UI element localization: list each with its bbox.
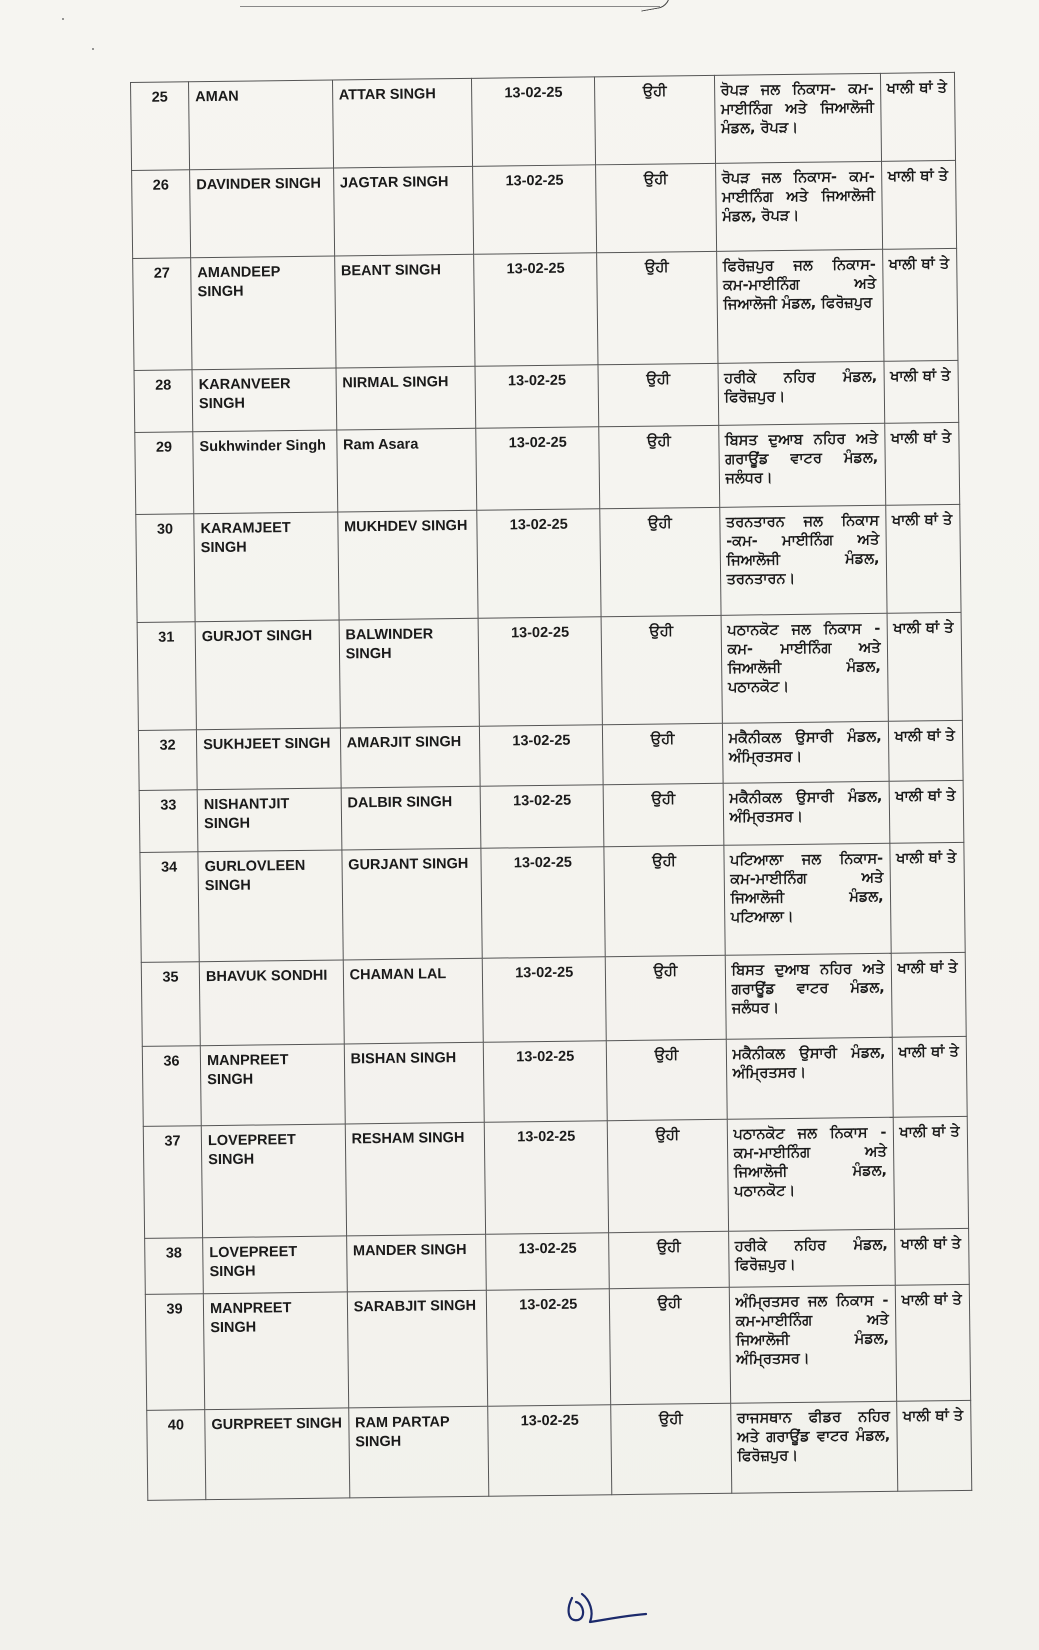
scan-speck [92, 48, 94, 50]
employee-name: GURLOVLEEN SINGH [198, 850, 343, 962]
order-date: 13-02-25 [477, 509, 602, 618]
vacancy-remark: ਖਾਲੀ ਥਾਂ ਤੇ [893, 1116, 969, 1229]
posting-office: ਮਕੈਨੀਕਲ ਉਸਾਰੀ ਮੰਡਲ, ਅੰਮ੍ਰਿਤਸਰ। [723, 781, 890, 845]
same-as-above: ਉਹੀ [606, 955, 726, 1040]
vacancy-remark: ਖਾਲੀ ਥਾਂ ਤੇ [884, 422, 959, 505]
serial-number: 40 [147, 1410, 206, 1501]
father-name: CHAMAN LAL [343, 958, 484, 1044]
vacancy-remark: ਖਾਲੀ ਥਾਂ ਤੇ [894, 1228, 969, 1285]
posting-office: ਤਰਨਤਾਰਨ ਜਲ ਨਿਕਾਸ -ਕਮ- ਮਾਈਨਿੰਗ ਅਤੇ ਜਿਆਲੋਜੀ ਮੰਡਲ, ਤਰਨਤਾਰਨ। [719, 505, 886, 615]
order-date: 13-02-25 [480, 725, 604, 787]
order-date: 13-02-25 [472, 77, 596, 166]
posting-office: ਰੋਪੜ ਜਲ ਨਿਕਾਸ- ਕਮ- ਮਾਈਨਿੰਗ ਅਤੇ ਜਿਆਲੋਜੀ ਮੰਡਲ, ਰੋਪੜ। [715, 161, 882, 251]
father-name: DALBIR SINGH [341, 786, 481, 850]
table-row [138, 720, 963, 790]
serial-number: 38 [145, 1238, 204, 1295]
posting-office: ਹਰੀਕੇ ਨਹਿਰ ਮੰਡਲ, ਫਿਰੋਜ਼ਪੁਰ। [718, 361, 885, 425]
same-as-above: ਉਹੀ [601, 615, 721, 724]
serial-number: 39 [145, 1294, 204, 1411]
serial-number: 33 [139, 790, 198, 853]
table-row [131, 72, 956, 170]
order-date: 13-02-25 [473, 165, 597, 254]
table-row [132, 160, 957, 258]
father-name: NIRMAL SINGH [336, 366, 476, 430]
serial-number: 28 [134, 370, 193, 433]
order-date: 13-02-25 [475, 365, 599, 429]
table-row [145, 1228, 970, 1294]
father-name: MUKHDEV SINGH [337, 510, 478, 620]
same-as-above: ਉਹੀ [600, 507, 720, 616]
employee-name: DAVINDER SINGH [190, 168, 335, 258]
order-date: 13-02-25 [474, 253, 599, 366]
table-row [147, 1400, 972, 1500]
employee-name: GURPREET SINGH [205, 1408, 350, 1500]
table-row [141, 952, 966, 1046]
serial-number: 32 [138, 730, 197, 791]
vacancy-remark: ਖਾਲੀ ਥਾਂ ਤੇ [880, 72, 955, 161]
serial-number: 35 [141, 962, 200, 1047]
vacancy-remark: ਖਾਲੀ ਥਾਂ ਤੇ [889, 842, 965, 953]
same-as-above: ਉਹੀ [595, 75, 715, 164]
serial-number: 37 [143, 1126, 202, 1239]
same-as-above: ਉਹੀ [607, 1039, 727, 1120]
father-name: AMARJIT SINGH [340, 726, 480, 788]
posting-office: ਹਰੀਕੇ ਨਹਿਰ ਮੰਡਲ, ਫਿਰੋਜ਼ਪੁਰ। [728, 1229, 895, 1287]
father-name: BALWINDER SINGH [339, 618, 480, 728]
vacancy-remark: ਖਾਲੀ ਥਾਂ ਤੇ [888, 720, 963, 781]
vacancy-remark: ਖਾਲੀ ਥਾਂ ਤੇ [887, 612, 963, 721]
order-date: 13-02-25 [481, 847, 606, 958]
same-as-above: ਉਹੀ [611, 1403, 731, 1494]
table-row [143, 1116, 968, 1238]
serial-number: 31 [137, 622, 196, 731]
vacancy-remark: ਖਾਲੀ ਥਾਂ ਤੇ [889, 780, 964, 843]
table-row [137, 612, 962, 730]
table-row [145, 1284, 970, 1410]
order-date: 13-02-25 [484, 1121, 609, 1234]
employee-name: MANPREET SINGH [203, 1292, 348, 1410]
same-as-above: ਉਹੀ [610, 1287, 731, 1404]
vacancy-remark: ਖਾਲੀ ਥਾਂ ਤੇ [892, 1036, 967, 1117]
posting-office: ਪਠਾਨਕੋਟ ਜਲ ਨਿਕਾਸ - ਕਮ-ਮਾਈਨਿੰਗ ਅਤੇ ਜਿਆਲੋਜੀ ਮੰਡਲ, ਪਠਾਨਕੋਟ। [727, 1117, 894, 1231]
same-as-above: ਉਹੀ [596, 163, 716, 252]
father-name: RAM PARTAP SINGH [348, 1406, 489, 1498]
posting-office: ਪਟਿਆਲਾ ਜਲ ਨਿਕਾਸ- ਕਮ-ਮਾਈਨਿੰਗ ਅਤੇ ਜਿਆਲੋਜੀ ਮੰਡਲ, ਪਟਿਆਲਾ। [723, 843, 890, 955]
father-name: ATTAR SINGH [332, 78, 473, 168]
posting-office: ਅੰਮ੍ਰਿਤਸਰ ਜਲ ਨਿਕਾਸ - ਕਮ-ਮਾਈਨਿੰਗ ਅਤੇ ਜਿਆਲੋਜੀ ਮੰਡਲ, ਅੰਮ੍ਰਿਤਸਰ। [729, 1285, 896, 1403]
table-row [142, 1036, 967, 1126]
employee-name: AMANDEEP SINGH [191, 256, 336, 370]
order-date: 13-02-25 [483, 1041, 607, 1122]
father-name: MANDER SINGH [346, 1234, 486, 1292]
serial-number: 25 [131, 82, 190, 171]
same-as-above: ਉਹੀ [599, 425, 719, 508]
posting-office: ਪਠਾਨਕੋਟ ਜਲ ਨਿਕਾਸ - ਕਮ- ਮਾਈਨਿੰਗ ਅਤੇ ਜਿਆਲੋਜੀ ਮੰਡਲ, ਪਠਾਨਕੋਟ। [721, 613, 888, 723]
posting-office: ਮਕੈਨੀਕਲ ਉਸਾਰੀ ਮੰਡਲ, ਅੰਮ੍ਰਿਤਸਰ। [726, 1037, 893, 1119]
vacancy-remark: ਖਾਲੀ ਥਾਂ ਤੇ [881, 160, 956, 249]
table-row [135, 422, 960, 514]
same-as-above: ਉਹੀ [597, 251, 718, 364]
father-name: BEANT SINGH [334, 254, 475, 368]
same-as-above: ਉਹੀ [604, 783, 724, 846]
order-date: 13-02-25 [480, 785, 604, 849]
employee-name: SUKHJEET SINGH [196, 728, 340, 790]
table-row [140, 842, 965, 962]
employee-name: MANPREET SINGH [200, 1044, 345, 1126]
same-as-above: ਉਹੀ [604, 845, 724, 956]
posting-office: ਰਾਜਸਥਾਨ ਫੀਡਰ ਨਹਿਰ ਅਤੇ ਗਰਾਊਂਡ ਵਾਟਰ ਮੰਡਲ, ਫਿਰੋਜ਼ਪੁਰ। [730, 1401, 897, 1493]
employee-name: LOVEPREET SINGH [201, 1124, 346, 1238]
father-name: RESHAM SINGH [345, 1122, 486, 1236]
serial-number: 36 [142, 1046, 201, 1127]
vacancy-remark: ਖਾਲੀ ਥਾਂ ਤੇ [884, 360, 959, 423]
employee-name: BHAVUK SONDHI [199, 960, 344, 1046]
father-name: SARABJIT SINGH [347, 1290, 488, 1408]
vacancy-remark: ਖਾਲੀ ਥਾਂ ਤੇ [891, 952, 966, 1037]
order-date: 13-02-25 [478, 617, 603, 726]
table-row [133, 248, 958, 370]
vacancy-remark: ਖਾਲੀ ਥਾਂ ਤੇ [885, 504, 961, 613]
top-edge-line [240, 0, 660, 7]
employee-name: KARAMJEET SINGH [194, 512, 339, 622]
order-date: 13-02-25 [486, 1233, 610, 1291]
serial-number: 34 [140, 852, 199, 963]
employee-name: GURJOT SINGH [195, 620, 340, 730]
order-date: 13-02-25 [476, 427, 600, 510]
same-as-above: ਉਹੀ [598, 363, 718, 426]
serial-number: 27 [133, 258, 192, 371]
father-name: GURJANT SINGH [342, 848, 483, 960]
employee-name: KARANVEER SINGH [192, 368, 336, 432]
serial-number: 26 [132, 170, 191, 259]
employee-name: Sukhwinder Singh [193, 430, 338, 514]
scan-speck [62, 18, 64, 20]
transfer-roster-table [130, 72, 972, 1501]
top-pen-mark [639, 0, 672, 12]
posting-office: ਬਿਸਤ ਦੁਆਬ ਨਹਿਰ ਅਤੇ ਗਰਾਊਂਡ ਵਾਟਰ ਮੰਡਲ, ਜਲੰਧਰ। [725, 953, 892, 1039]
posting-office: ਬਿਸਤ ਦੁਆਬ ਨਹਿਰ ਅਤੇ ਗਰਾਊਂਡ ਵਾਟਰ ਮੰਡਲ, ਜਲੰਧਰ। [718, 423, 885, 507]
serial-number: 29 [135, 432, 194, 515]
handwritten-initial-mark [560, 1580, 650, 1630]
employee-name: NISHANTJIT SINGH [197, 788, 341, 852]
table-row [134, 360, 959, 432]
roster-body [131, 72, 972, 1500]
table-row [136, 504, 961, 622]
father-name: JAGTAR SINGH [333, 166, 474, 256]
employee-name: AMAN [189, 80, 334, 170]
father-name: Ram Asara [336, 428, 477, 512]
same-as-above: ਉਹੀ [609, 1231, 729, 1288]
employee-name: LOVEPREET SINGH [203, 1236, 347, 1294]
order-date: 13-02-25 [488, 1405, 612, 1496]
order-date: 13-02-25 [486, 1289, 611, 1406]
table-row [139, 780, 964, 852]
order-date: 13-02-25 [482, 957, 606, 1042]
posting-office: ਫਿਰੋਜ਼ਪੁਰ ਜਲ ਨਿਕਾਸ- ਕਮ-ਮਾਈਨਿੰਗ ਅਤੇ ਜਿਆਲੋਜੀ ਮੰਡਲ, ਫਿਰੋਜ਼ਪੁਰ [716, 249, 883, 363]
posting-office: ਰੋਪੜ ਜਲ ਨਿਕਾਸ- ਕਮ- ਮਾਈਨਿੰਗ ਅਤੇ ਜਿਆਲੋਜੀ ਮੰਡਲ, ਰੋਪੜ। [714, 73, 881, 163]
same-as-above: ਉਹੀ [603, 723, 723, 784]
serial-number: 30 [136, 514, 195, 623]
same-as-above: ਉਹੀ [608, 1119, 729, 1232]
vacancy-remark: ਖਾਲੀ ਥਾਂ ਤੇ [895, 1284, 971, 1401]
vacancy-remark: ਖਾਲੀ ਥਾਂ ਤੇ [896, 1400, 972, 1491]
vacancy-remark: ਖਾਲੀ ਥਾਂ ਤੇ [882, 248, 958, 361]
posting-office: ਮਕੈਨੀਕਲ ਉਸਾਰੀ ਮੰਡਲ, ਅੰਮ੍ਰਿਤਸਰ। [722, 721, 889, 783]
father-name: BISHAN SINGH [344, 1042, 484, 1124]
